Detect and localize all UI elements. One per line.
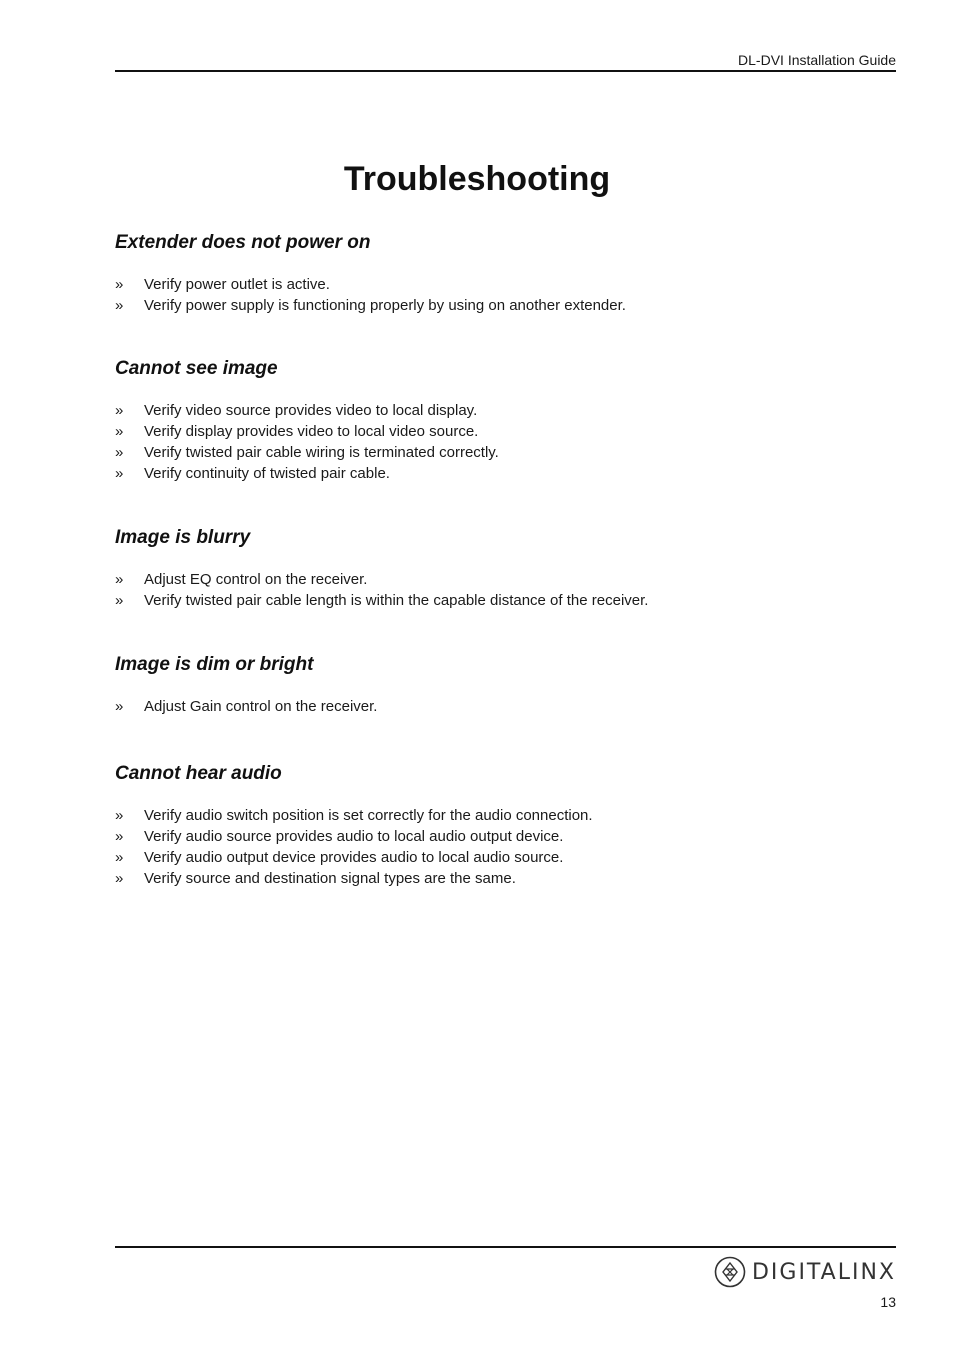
section-no-audio [115, 763, 896, 889]
section-power [115, 232, 896, 316]
bullet-glyph: » [115, 297, 124, 314]
list-item-text: Verify continuity of twisted pair cable. [144, 465, 390, 482]
bullet-list [115, 274, 896, 316]
list-item-text: Verify source and destination signal types are the same. [144, 870, 516, 887]
list-item [115, 569, 896, 590]
list-item [115, 274, 896, 295]
bullet-glyph: » [115, 402, 124, 419]
bullet-glyph: » [115, 807, 124, 824]
header-title: DL-DVI Installation Guide [738, 52, 896, 68]
section-heading: Cannot hear audio [115, 763, 282, 784]
list-item [115, 463, 896, 484]
bullet-list [115, 805, 896, 889]
section-dim-bright [115, 654, 896, 717]
list-item-text: Adjust Gain control on the receiver. [144, 698, 378, 715]
section-no-image [115, 358, 896, 484]
list-item-text: Verify power outlet is active. [144, 276, 330, 293]
bullet-list [115, 400, 896, 484]
header-divider [115, 70, 896, 72]
list-item [115, 826, 896, 847]
list-item [115, 868, 896, 889]
bullet-glyph: » [115, 870, 124, 887]
bullet-glyph: » [115, 423, 124, 440]
section-heading: Cannot see image [115, 358, 278, 379]
section-heading: Image is blurry [115, 527, 251, 548]
section-heading: Extender does not power on [115, 232, 371, 253]
list-item-text: Verify audio source provides audio to local audio output device. [144, 828, 564, 845]
section-heading: Image is dim or bright [115, 654, 314, 675]
bullet-glyph: » [115, 571, 124, 588]
bullet-glyph: » [115, 849, 124, 866]
logo-wordmark: DIGITALINX [751, 1259, 896, 1285]
bullet-glyph: » [115, 698, 124, 715]
bullet-glyph: » [115, 444, 124, 461]
list-item [115, 421, 896, 442]
footer-divider [115, 1246, 896, 1248]
bullet-list [115, 696, 896, 717]
bullet-glyph: » [115, 465, 124, 482]
list-item-text: Adjust EQ control on the receiver. [144, 571, 368, 588]
list-item [115, 805, 896, 826]
list-item [115, 590, 896, 611]
bullet-glyph: » [115, 828, 124, 845]
list-item-text: Verify audio output device provides audio to local audio source. [144, 849, 564, 866]
list-item-text: Verify power supply is functioning properly by using on another extender. [144, 297, 626, 314]
list-item [115, 442, 896, 463]
list-item-text: Verify twisted pair cable length is within the capable distance of the receiver. [144, 592, 649, 609]
section-blurry [115, 527, 896, 611]
page-number: 13 [880, 1294, 896, 1310]
page-title: Troubleshooting [343, 160, 611, 198]
list-item-text: Verify audio switch position is set correctly for the audio connection. [144, 807, 593, 824]
list-item-text: Verify display provides video to local video source. [144, 423, 479, 440]
list-item [115, 696, 896, 717]
list-item-text: Verify twisted pair cable wiring is terminated correctly. [144, 444, 499, 461]
bullet-glyph: » [115, 276, 124, 293]
list-item [115, 400, 896, 421]
digitalinx-logo [714, 1256, 896, 1288]
digitalinx-logo-icon [714, 1256, 746, 1288]
list-item [115, 847, 896, 868]
list-item-text: Verify video source provides video to local display. [144, 402, 478, 419]
bullet-glyph: » [115, 592, 124, 609]
bullet-list [115, 569, 896, 611]
list-item [115, 295, 896, 316]
